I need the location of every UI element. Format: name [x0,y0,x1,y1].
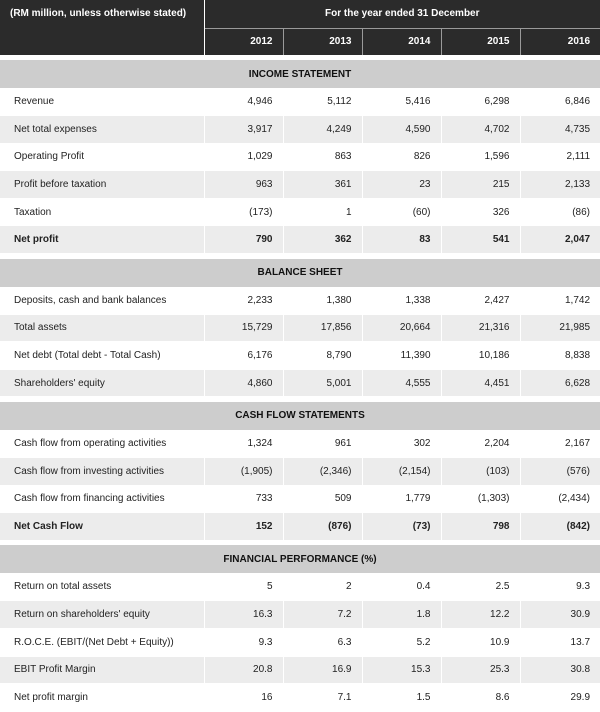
value-cell: 1,338 [362,287,441,315]
value-cell: 4,590 [362,116,441,144]
row-label: Revenue [0,88,204,116]
value-cell: 1,779 [362,485,441,513]
value-cell: 6,298 [441,88,520,116]
row-label: Net profit margin [0,684,204,712]
value-cell: 215 [441,171,520,199]
value-cell: 12.2 [441,601,520,629]
section-title: CASH FLOW STATEMENTS [0,402,600,430]
value-cell: 790 [204,226,283,254]
value-cell: 23 [362,171,441,199]
year-header: 2012 [204,28,283,55]
value-cell: 15,729 [204,314,283,342]
value-cell: 2,427 [441,287,520,315]
value-cell: 2,111 [520,143,600,171]
row-label: Net debt (Total debt - Total Cash) [0,342,204,370]
row-label: Return on total assets [0,573,204,601]
value-cell: 0.4 [362,573,441,601]
table-row [0,430,600,458]
row-label: Net total expenses [0,116,204,144]
value-cell: 1.8 [362,601,441,629]
section-header-row [0,60,600,88]
value-cell: 8,790 [283,342,362,370]
year-header: 2014 [362,28,441,55]
value-cell: 5.2 [362,629,441,657]
table-row [0,88,600,116]
value-cell: 6,846 [520,88,600,116]
row-label: Profit before taxation [0,171,204,199]
value-cell: 5,112 [283,88,362,116]
value-cell: 1,380 [283,287,362,315]
row-label: Cash flow from investing activities [0,458,204,486]
value-cell: (2,434) [520,485,600,513]
value-cell: 152 [204,513,283,541]
table-row [0,116,600,144]
value-cell: 11,390 [362,342,441,370]
row-label: Return on shareholders' equity [0,601,204,629]
value-cell: 29.9 [520,684,600,712]
value-cell: 6.3 [283,629,362,657]
year-header: 2016 [520,28,600,55]
value-cell: (2,154) [362,458,441,486]
value-cell: 362 [283,226,362,254]
section-header-row [0,545,600,573]
value-cell: 15.3 [362,656,441,684]
value-cell: (173) [204,198,283,226]
value-cell: 1,742 [520,287,600,315]
value-cell: 2,233 [204,287,283,315]
row-label: Shareholders' equity [0,369,204,397]
value-cell: 1,029 [204,143,283,171]
value-cell: 8.6 [441,684,520,712]
value-cell: 2,204 [441,430,520,458]
table-row [0,485,600,513]
table-row [0,601,600,629]
section-header-row [0,402,600,430]
value-cell: 4,860 [204,369,283,397]
row-label: Net Cash Flow [0,513,204,541]
value-cell: 9.3 [520,573,600,601]
value-cell: (103) [441,458,520,486]
value-cell: 7.1 [283,684,362,712]
value-cell: (576) [520,458,600,486]
value-cell: 509 [283,485,362,513]
value-cell: 733 [204,485,283,513]
value-cell: 25.3 [441,656,520,684]
value-cell: 2,047 [520,226,600,254]
value-cell: (842) [520,513,600,541]
value-cell: 83 [362,226,441,254]
value-cell: 302 [362,430,441,458]
year-header: 2015 [441,28,520,55]
row-label: R.O.C.E. (EBIT/(Net Debt + Equity)) [0,629,204,657]
row-label: Cash flow from financing activities [0,485,204,513]
value-cell: 30.9 [520,601,600,629]
value-cell: 1 [283,198,362,226]
value-cell: 361 [283,171,362,199]
value-cell: (876) [283,513,362,541]
value-cell: 1,324 [204,430,283,458]
value-cell: 4,555 [362,369,441,397]
table-row [0,342,600,370]
value-cell: 2.5 [441,573,520,601]
units-label: (RM million, unless otherwise stated) [0,0,204,55]
value-cell: 961 [283,430,362,458]
value-cell: 5,416 [362,88,441,116]
table-row [0,287,600,315]
period-label: For the year ended 31 December [204,0,600,28]
value-cell: 4,702 [441,116,520,144]
value-cell: 963 [204,171,283,199]
value-cell: 20,664 [362,314,441,342]
value-cell: 10,186 [441,342,520,370]
row-label: Deposits, cash and bank balances [0,287,204,315]
value-cell: 326 [441,198,520,226]
table-row [0,198,600,226]
value-cell: 7.2 [283,601,362,629]
value-cell: 4,946 [204,88,283,116]
value-cell: (86) [520,198,600,226]
section-title: INCOME STATEMENT [0,60,600,88]
value-cell: 21,316 [441,314,520,342]
value-cell: 20.8 [204,656,283,684]
value-cell: 30.8 [520,656,600,684]
value-cell: 17,856 [283,314,362,342]
table-header-row [0,0,600,28]
value-cell: 10.9 [441,629,520,657]
value-cell: 1,596 [441,143,520,171]
value-cell: 4,735 [520,116,600,144]
row-label: Total assets [0,314,204,342]
value-cell: 4,451 [441,369,520,397]
section-title: FINANCIAL PERFORMANCE (%) [0,545,600,573]
value-cell: 5,001 [283,369,362,397]
value-cell: 21,985 [520,314,600,342]
value-cell: (2,346) [283,458,362,486]
table-body [0,55,600,711]
row-label: Operating Profit [0,143,204,171]
value-cell: 16.3 [204,601,283,629]
table-row [0,573,600,601]
value-cell: 8,838 [520,342,600,370]
value-cell: (60) [362,198,441,226]
value-cell: (73) [362,513,441,541]
value-cell: 2,167 [520,430,600,458]
value-cell: 2 [283,573,362,601]
row-label: Net profit [0,226,204,254]
value-cell: 9.3 [204,629,283,657]
value-cell: 1.5 [362,684,441,712]
table-row [0,656,600,684]
table-row [0,143,600,171]
table-row [0,629,600,657]
row-label: Cash flow from operating activities [0,430,204,458]
year-header: 2013 [283,28,362,55]
row-label: EBIT Profit Margin [0,656,204,684]
value-cell: (1,905) [204,458,283,486]
table-row [0,684,600,712]
value-cell: 826 [362,143,441,171]
value-cell: 13.7 [520,629,600,657]
row-label: Taxation [0,198,204,226]
table-row [0,226,600,254]
section-title: BALANCE SHEET [0,259,600,287]
value-cell: 2,133 [520,171,600,199]
value-cell: 541 [441,226,520,254]
value-cell: (1,303) [441,485,520,513]
value-cell: 4,249 [283,116,362,144]
value-cell: 16 [204,684,283,712]
table-row [0,314,600,342]
table-row [0,369,600,397]
value-cell: 5 [204,573,283,601]
section-header-row [0,259,600,287]
table-row [0,513,600,541]
table-row [0,171,600,199]
value-cell: 6,176 [204,342,283,370]
value-cell: 863 [283,143,362,171]
table-row [0,458,600,486]
value-cell: 798 [441,513,520,541]
value-cell: 3,917 [204,116,283,144]
value-cell: 16.9 [283,656,362,684]
value-cell: 6,628 [520,369,600,397]
